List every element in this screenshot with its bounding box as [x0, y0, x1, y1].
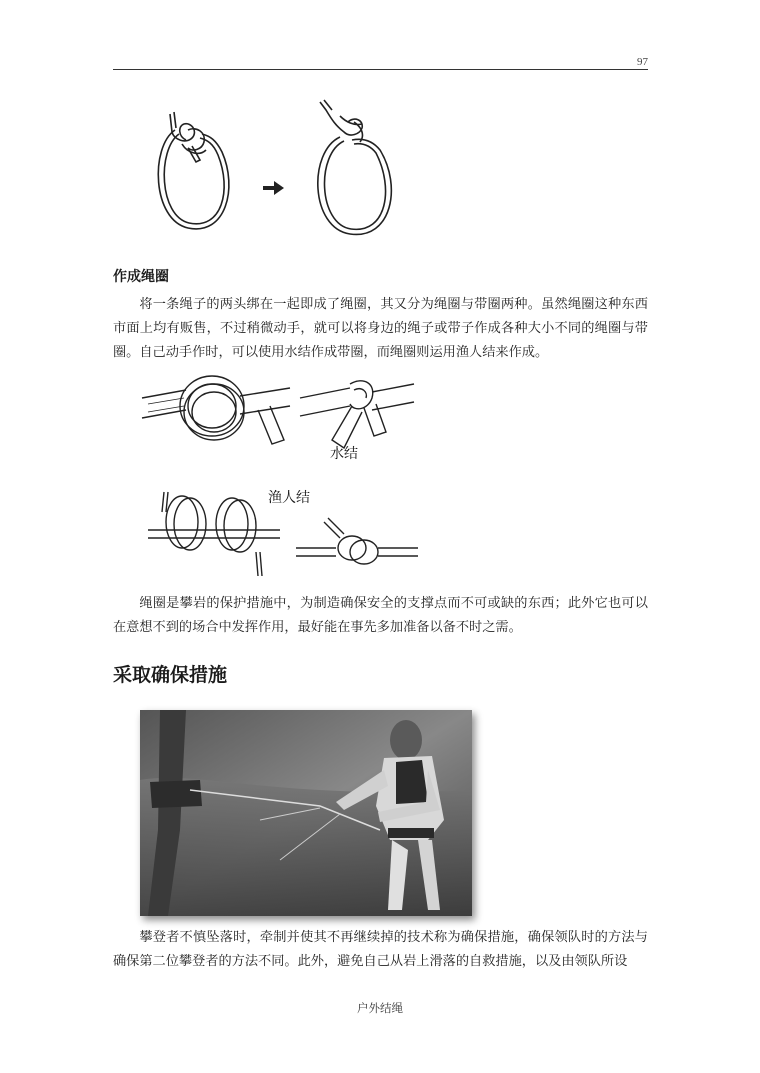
paragraph-rope-loop-usage: 绳圈是攀岩的保护措施中，为制造确保安全的支撑点而不可或缺的东西；此外它也可以在意想不到的场合中发挥作用，最好能在事先多加准备以备不时之需。 [113, 596, 648, 635]
fishermans-knot-label: 渔人结 [268, 490, 310, 506]
section-heading-belay: 采取确保措施 [113, 664, 228, 686]
footer-book-title: 户外结绳 [357, 1001, 403, 1015]
paragraph-belay: 攀登者不慎坠落时，牵制并使其不再继续掉的技术称为确保措施，确保领队时的方法与确保第二位攀登者的方法不同。此外，避免自己从岩上滑落的自救措施，以及由领队所设 [113, 930, 648, 969]
water-knot-fishermans-knot-illustration [140, 362, 420, 582]
water-knot-label: 水结 [330, 446, 358, 462]
header-rule [113, 69, 648, 70]
section-heading-rope-loop: 作成绳圈 [113, 269, 169, 285]
belay-photo [140, 710, 472, 916]
loop-knot-illustration [140, 92, 420, 252]
paragraph-rope-loop: 将一条绳子的两头绑在一起即成了绳圈，其又分为绳圈与带圈两种。虽然绳圈这种东西市面上均有贩售，不过稍微动手，就可以将身边的绳子或带子作成各种大小不同的绳圈与带圈。自己动手作时，可以使用水结作成带圈，而绳圈则运用渔人结来作成。 [113, 297, 648, 360]
page-number: 97 [637, 56, 648, 68]
